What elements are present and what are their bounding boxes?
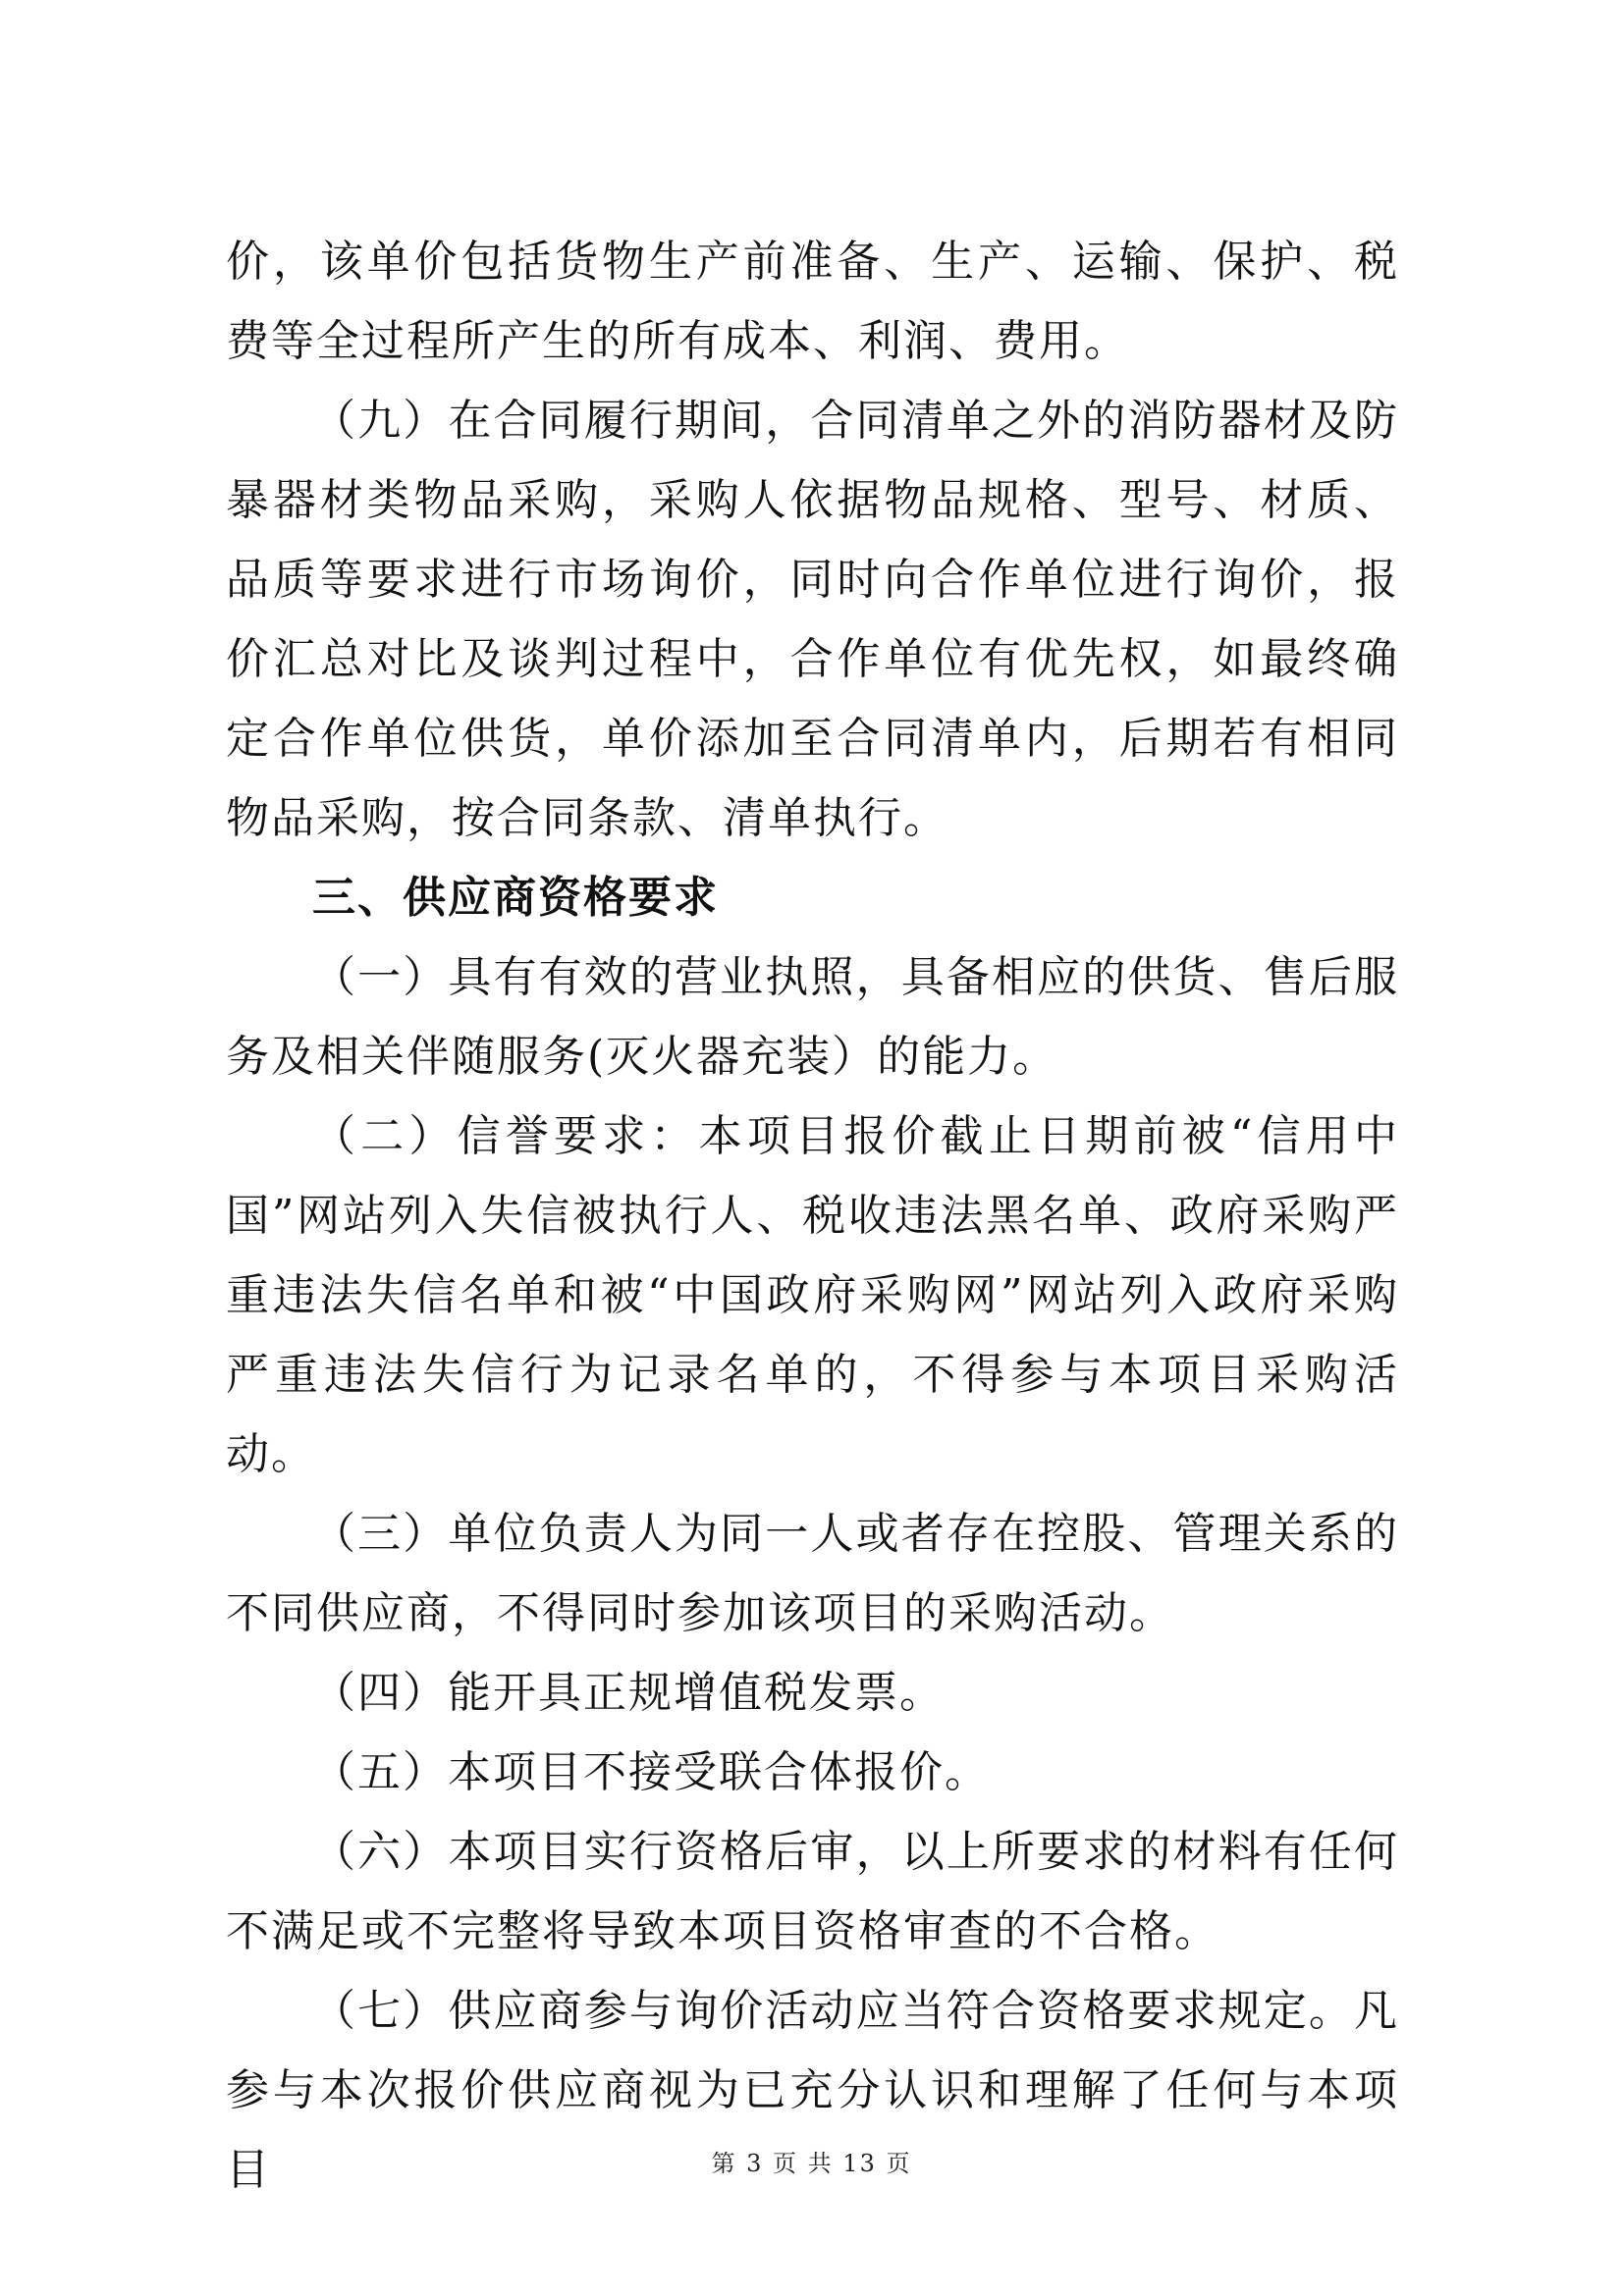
- paragraph-qualification-1: （一）具有有效的营业执照，具备相应的供货、售后服务及相关伴随服务(灭火器充装）的能力。: [226, 952, 1399, 1082]
- document-body: [226, 222, 1399, 2210]
- paragraph-qualification-6: （六）本项目实行资格后审，以上所要求的材料有任何不满足或不完整将导致本项目资格审查的不合格。: [226, 1827, 1399, 1956]
- paragraph-continuation: 价，该单价包括货物生产前准备、生产、运输、保护、税费等全过程所产生的所有成本、利润、费用。: [226, 237, 1399, 366]
- section-heading-supplier-qualifications: 三、供应商资格要求: [312, 873, 719, 923]
- paragraph-qualification-4: （四）能开具正规增值税发票。: [312, 1668, 945, 1718]
- paragraph-qualification-5: （五）本项目不接受联合体报价。: [312, 1747, 990, 1797]
- page-number-footer: 第 3 页 共 13 页: [711, 2150, 912, 2177]
- paragraph-qualification-7: （七）供应商参与询价活动应当符合资格要求规定。凡参与本次报价供应商视为已充分认识和理解了任何与本项目: [226, 1986, 1399, 2195]
- paragraph-item-9: （九）在合同履行期间，合同清单之外的消防器材及防暴器材类物品采购，采购人依据物品规格、型号、材质、品质等要求进行市场询价，同时向合作单位进行询价，报价汇总对比及谈判过程中，合作单位有优先权，如最终确定合作单位供货，单价添加至合同清单内，后期若有相同物品采购，按合同条款、清单执行。: [226, 396, 1399, 843]
- paragraph-qualification-3: （三）单位负责人为同一人或者存在控股、管理关系的不同供应商，不得同时参加该项目的采购活动。: [226, 1509, 1399, 1638]
- paragraph-qualification-2: （二）信誉要求：本项目报价截止日期前被“信用中国”网站列入失信被执行人、税收违法黑名单、政府采购严重违法失信名单和被“中国政府采购网”网站列入政府采购严重违法失信行为记录名单的，不得参与本项目采购活动。: [226, 1111, 1399, 1479]
